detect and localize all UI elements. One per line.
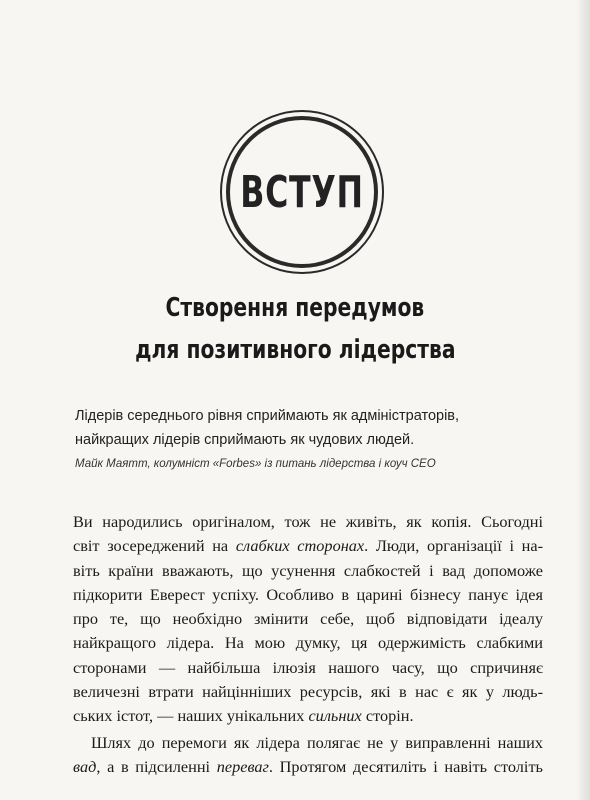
paragraph-1-line-6: найкращого лідера. На мою думку, ця одержимість слабкими	[73, 633, 543, 653]
paragraph-1-line-1: Ви народились оригіналом, тож не живіть, як копія. Сьогодні	[73, 512, 543, 531]
paragraph-1-line-4: підкорити Еверест успіху. Особливо в царині бізнесу панує ідея	[73, 584, 543, 604]
epigraph-line-2: найкращих лідерів сприймають як чудових людей.	[75, 432, 415, 448]
emphasis-flaws: вад	[73, 756, 97, 776]
chapter-title	[0, 287, 590, 371]
paragraph-1-line-2	[73, 534, 543, 558]
body-text	[73, 510, 543, 779]
chapter-emblem	[218, 108, 386, 276]
text-run: . Люди, організації і на-	[364, 536, 543, 556]
text-run: ських істот, — наших унікальних	[73, 706, 309, 726]
page-edge-shadow	[576, 0, 590, 800]
emblem-word: ВСТУП	[240, 166, 364, 218]
paragraph-2-line-2	[73, 755, 543, 779]
epigraph-quote	[75, 404, 545, 452]
text-run: сторін.	[361, 706, 414, 726]
paragraph-1-line-8: величезні втрати найцінніших ресурсів, які в нас є як у людь-	[73, 682, 543, 702]
emphasis-weak-sides: слабких сторонах	[235, 536, 365, 556]
text-run: , а в підсиленні	[96, 756, 217, 776]
paragraph-1-line-7: сторонами — найбільша ілюзія нашого часу, що спричиняє	[73, 657, 543, 677]
paragraph-1-line-3: віть країни вважають, що усунення слабкостей і вад допоможе	[73, 560, 543, 580]
chapter-title-line-1: Створення передумов	[165, 293, 425, 323]
paragraph-1-line-5: про те, що необхідно змінити себе, щоб відповідати ідеалу	[73, 609, 543, 629]
epigraph-attribution: Майк Маятт, колумніст «Forbes» із питань лідерства і коуч CEO	[75, 458, 436, 470]
paragraph-1-line-9	[73, 704, 543, 728]
text-run: . Протягом десятиліть і навіть століть	[268, 756, 543, 776]
emphasis-strengths: сильних	[308, 706, 362, 726]
chapter-title-line-2: для позитивного лідерства	[134, 335, 456, 365]
emphasis-advantages: переваг	[216, 756, 269, 776]
paragraph-2-line-1: Шлях до перемоги як лідера полягає не у виправленні наших	[91, 732, 543, 752]
text-run: світ зосереджений на	[73, 536, 236, 556]
epigraph-line-1: Лідерів середнього рівня сприймають як адміністраторів,	[75, 408, 460, 424]
